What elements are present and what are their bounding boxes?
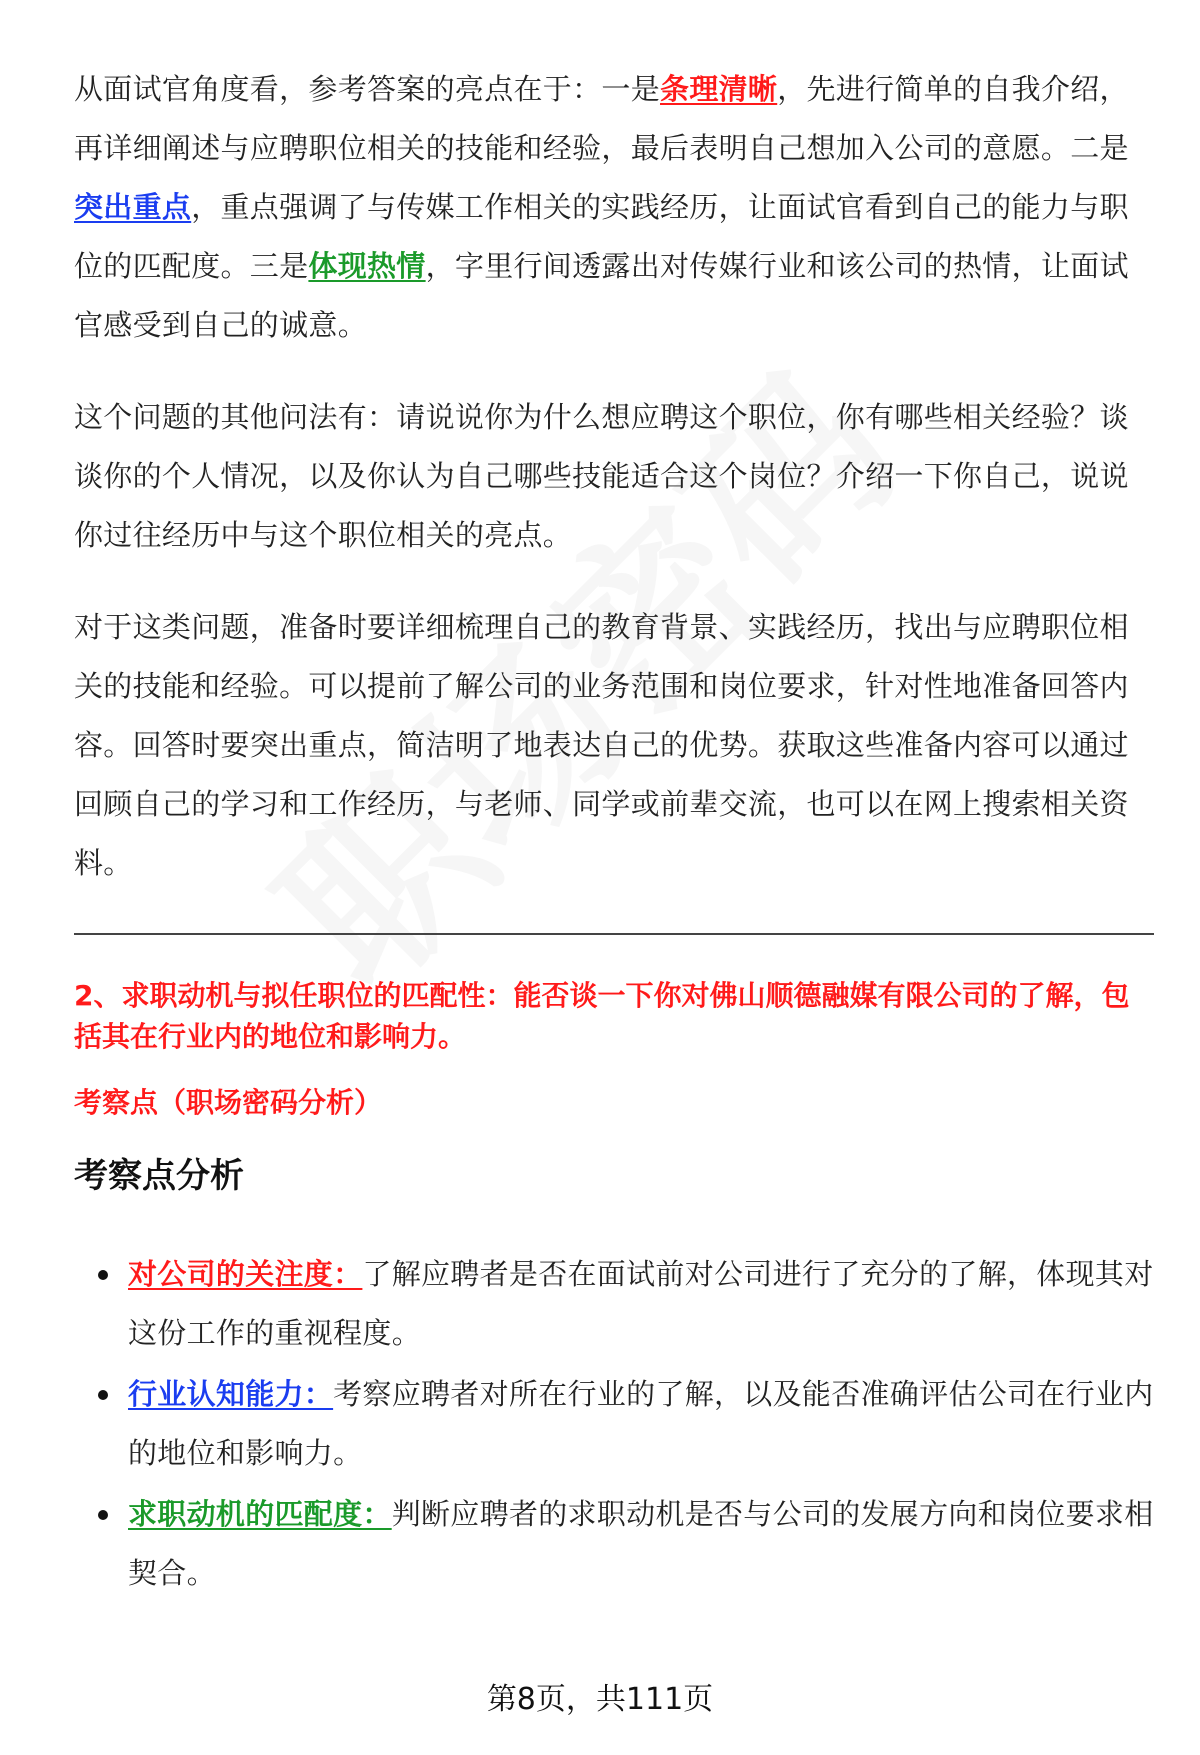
analysis-heading: 考察点分析 (74, 1156, 244, 1196)
paragraph-text: ，先进行简单的自我介绍，再详细阐述与应聘职位相关的技能和经验，最后表明自己想加入公司的意愿。二是 (74, 72, 1129, 165)
highlight-enthusiasm: 体现热情 (308, 249, 426, 283)
bullet-label: 对公司的关注度： (128, 1257, 363, 1291)
bullet-text: 了解应聘者是否在面试前对公司进行了充分的了解，体现其对这份工作的重视程度。 (128, 1257, 1154, 1350)
bullet-item-industry-awareness (74, 1365, 1154, 1483)
bullet-dot-icon (98, 1390, 108, 1400)
bullet-text: 考察应聘者对所在行业的了解，以及能否准确评估公司在行业内的地位和影响力。 (128, 1377, 1154, 1470)
highlight-organized: 条理清晰 (660, 72, 778, 106)
paragraph-text: ，字里行间透露出对传媒行业和该公司的热情，让面试官感受到自己的诚意。 (74, 249, 1129, 342)
paragraph-text: ，重点强调了与传媒工作相关的实践经历，让面试官看到自己的能力与职位的匹配度。三是 (74, 190, 1129, 283)
question-title: 2、求职动机与拟任职位的匹配性：能否谈一下你对佛山顺德融媒有限公司的了解，包括其在行业内的地位和影响力。 (74, 979, 1130, 1053)
bullet-dot-icon (98, 1270, 108, 1280)
page-number-footer: 第8页，共111页 (486, 1682, 714, 1717)
bullet-item-motivation-match (74, 1485, 1154, 1603)
bullet-item-company-attention (74, 1245, 1154, 1363)
paragraph-alternative-questions: 这个问题的其他问法有：请说说你为什么想应聘这个职位，你有哪些相关经验？谈谈你的个人情况，以及你认为自己哪些技能适合这个岗位？介绍一下你自己，说说你过往经历中与这个职位相关的亮点。 (74, 400, 1129, 552)
paragraph-highlights (74, 60, 1154, 355)
analysis-bullet-list (74, 1245, 1154, 1603)
paragraph-text: 从面试官角度看，参考答案的亮点在于：一是 (74, 72, 661, 106)
page-content (74, 60, 1154, 1605)
bullet-text: 判断应聘者的求职动机是否与公司的发展方向和岗位要求相契合。 (128, 1497, 1154, 1590)
paragraph-preparation: 对于这类问题，准备时要详细梳理自己的教育背景、实践经历，找出与应聘职位相关的技能和经验。可以提前了解公司的业务范围和岗位要求，针对性地准备回答内容。回答时要突出重点，简洁明了地表达自己的优势。获取这些准备内容可以通过回顾自己的学习和工作经历，与老师、同学或前辈交流，也可以在网上搜索相关资料。 (74, 610, 1129, 880)
bullet-label: 求职动机的匹配度： (128, 1497, 392, 1531)
bullet-dot-icon (98, 1510, 108, 1520)
highlight-focus: 突出重点 (74, 190, 192, 224)
bullet-label: 行业认知能力： (128, 1377, 334, 1411)
question-sub-title: 考察点（职场密码分析） (74, 1086, 383, 1119)
section-divider (74, 933, 1154, 935)
